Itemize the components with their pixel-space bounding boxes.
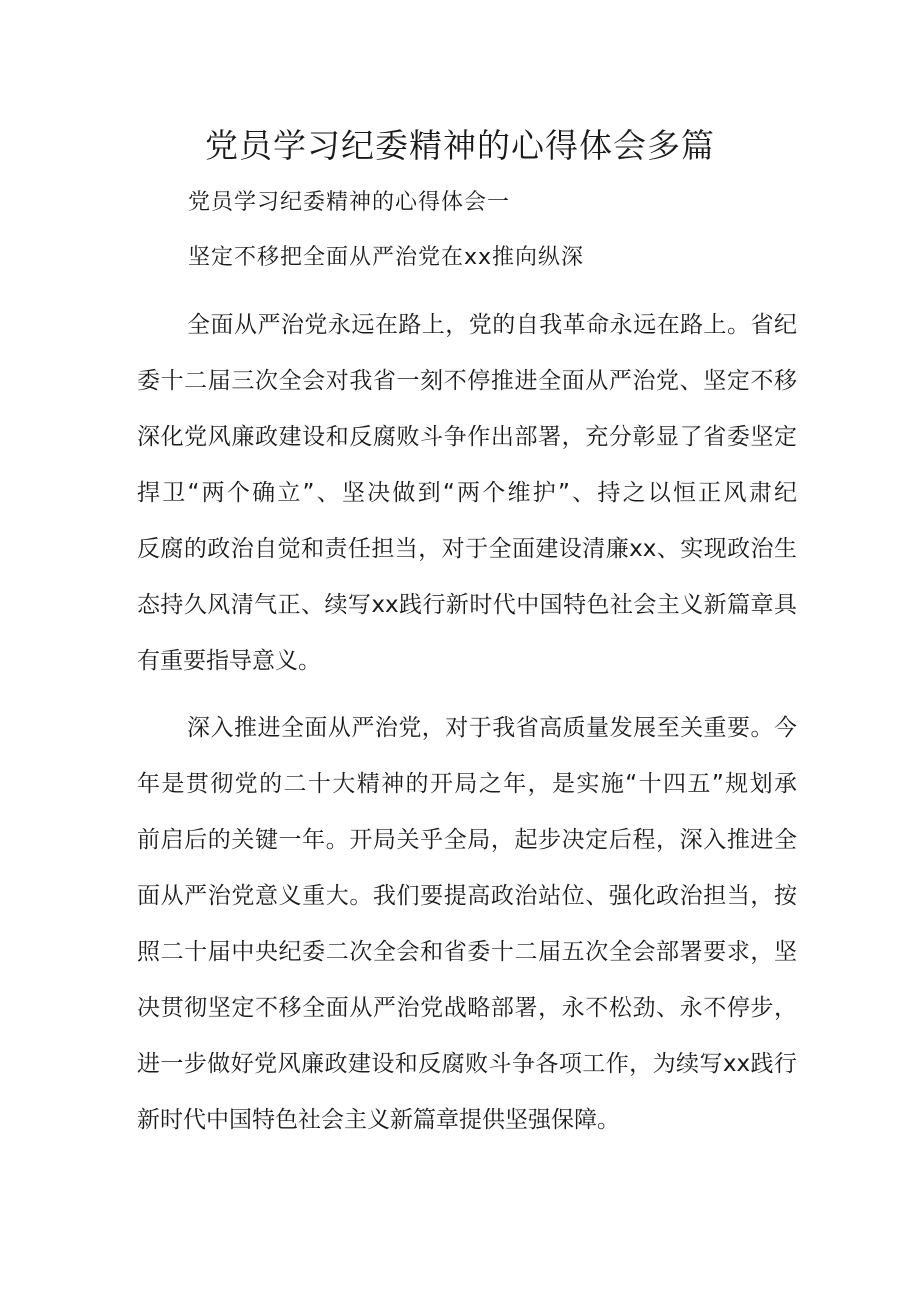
paragraph-line: 进一步做好党风廉政建设和反腐败斗争各项工作，为续写xx践行	[137, 1051, 797, 1077]
paragraph-line: 决贯彻坚定不移全面从严治党战略部署，永不松劲、永不停步，	[137, 995, 797, 1021]
article-title: 坚定不移把全面从严治党在xx推向纵深	[188, 245, 585, 270]
paragraph-1	[137, 297, 797, 689]
paragraph-line: 面从严治党意义重大。我们要提高政治站位、强化政治担当，按	[137, 883, 797, 909]
paragraph-line: 照二十届中央纪委二次全会和省委十二届五次全会部署要求，坚	[137, 939, 797, 965]
paragraph-line: 捍卫“两个确立”、坚决做到“两个维护”、持之以恒正风肃纪	[137, 480, 797, 506]
section-heading: 党员学习纪委精神的心得体会一	[188, 190, 511, 215]
paragraph-line: 态持久风清气正、续写xx践行新时代中国特色社会主义新篇章具	[137, 592, 797, 618]
paragraph-line: 前启后的关键一年。开局关乎全局，起步决定后程，深入推进全	[137, 827, 797, 853]
document-title: 党员学习纪委精神的心得体会多篇	[205, 126, 715, 165]
paragraph-line: 新时代中国特色社会主义新篇章提供坚强保障。	[137, 1107, 620, 1133]
paragraph-2	[137, 700, 797, 1148]
paragraph-line: 深入推进全面从严治党，对于我省高质量发展至关重要。今	[187, 715, 797, 741]
paragraph-line: 年是贯彻党的二十大精神的开局之年，是实施“十四五”规划承	[137, 771, 797, 797]
paragraph-line: 全面从严治党永远在路上，党的自我革命永远在路上。省纪	[187, 312, 797, 338]
paragraph-line: 有重要指导意义。	[137, 648, 321, 674]
paragraph-line: 反腐的政治自觉和责任担当，对于全面建设清廉xx、实现政治生	[137, 536, 797, 562]
paragraph-line: 委十二届三次全会对我省一刻不停推进全面从严治党、坚定不移	[137, 368, 797, 394]
paragraph-line: 深化党风廉政建设和反腐败斗争作出部署，充分彰显了省委坚定	[137, 424, 797, 450]
